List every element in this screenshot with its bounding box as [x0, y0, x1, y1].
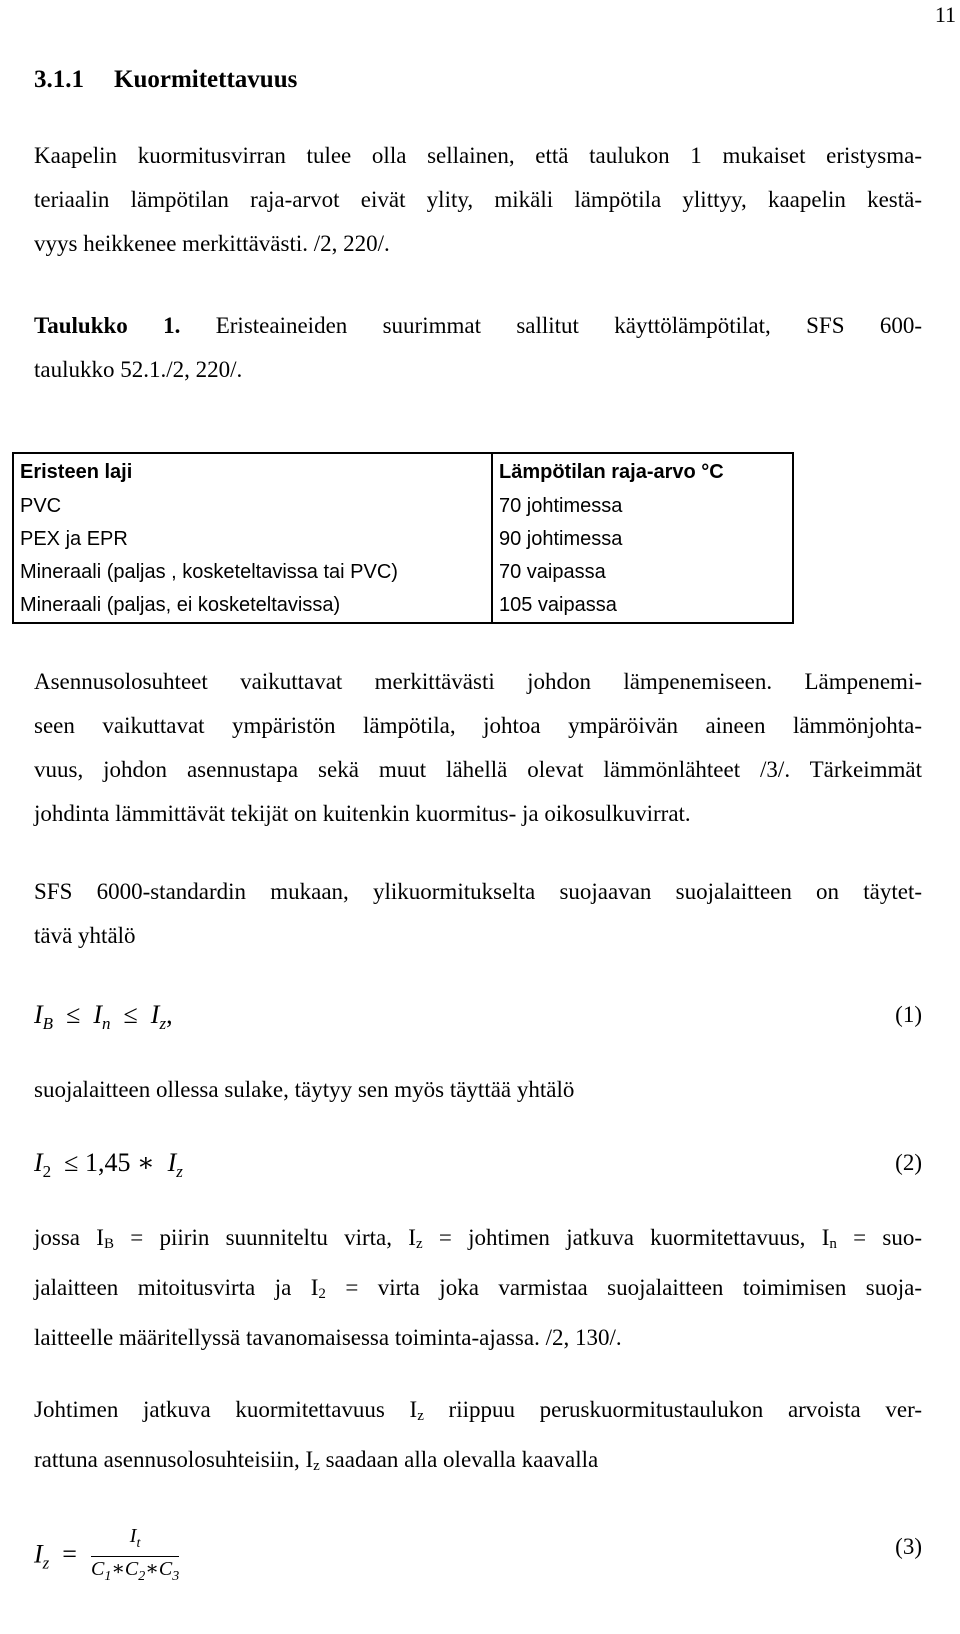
- section-title: Kuormitettavuus: [114, 66, 298, 93]
- equation-2: [34, 1148, 922, 1188]
- table-cell: Mineraali (paljas , kosketeltavissa tai PVC): [13, 556, 492, 589]
- equation-2-formula: $I_2 \le 1,45$ ∗ $I_z$: [34, 1148, 183, 1182]
- table-header-cell: Eristeen laji: [13, 453, 492, 490]
- capacity-paragraph: [34, 1388, 922, 1488]
- equation-3: [34, 1512, 922, 1582]
- paragraph-line: Kaapelin kuormitusvirran tulee olla sellainen, että taulukon 1 mukaiset eristysma-: [34, 143, 922, 168]
- paragraph-line: Asennusolosuhteet vaikuttavat merkittävästi johdon lämpenemiseen. Lämpenemi-: [34, 669, 922, 694]
- paragraph-line: vuus, johdon asennustapa sekä muut lähellä olevat lämmönlähteet /3/. Tärkeimmät: [34, 757, 922, 782]
- definitions-paragraph: [34, 1216, 922, 1360]
- paragraph-line: teriaalin lämpötilan raja-arvot eivät ylity, mikäli lämpötila ylittyy, kaapelin kestä-: [34, 187, 922, 212]
- equation-2-number: (2): [895, 1150, 922, 1175]
- paragraph-line: jalaitteen mitoitusvirta ja I2 = virta joka varmistaa suojalaitteen toimimisen suoja-: [34, 1275, 922, 1302]
- equation-3-fraction: $\frac{I_t}{C_1∗C_2∗C_3}$: [90, 1525, 180, 1584]
- paragraph-line: laitteelle määritellyssä tavanomaisessa toiminta-ajassa. /2, 130/.: [34, 1325, 622, 1350]
- fuse-paragraph: [34, 1068, 922, 1112]
- equation-1: [34, 1000, 922, 1040]
- table-cell: 105 vaipassa: [499, 594, 617, 616]
- table-cell: PEX ja EPR: [13, 523, 492, 556]
- table-header-row: [13, 453, 793, 490]
- equation-3-formula: $I_z$ = $\frac{I_t}{C_1∗C_2∗C_3}$: [34, 1524, 179, 1589]
- section-number: 3.1.1: [34, 66, 84, 93]
- equation-2-factor: 1,45: [84, 1148, 131, 1177]
- table-cell: Mineraali (paljas, ei kosketeltavissa): [13, 589, 492, 623]
- table-header-cell: Lämpötilan raja-arvo °C: [499, 460, 724, 483]
- installation-paragraph: [34, 660, 922, 836]
- caption-text: Eristeaineiden suurimmat sallitut käyttölämpötilat, SFS 600-: [215, 313, 922, 338]
- equation-3-number: (3): [895, 1534, 922, 1559]
- paragraph-line: suojalaitteen ollessa sulake, täytyy sen myös täyttää yhtälö: [34, 1077, 575, 1102]
- table-row: [13, 523, 793, 556]
- paragraph-line: jossa IB = piirin suunniteltu virta, Iz = johtimen jatkuva kuormitettavuus, In = suo-: [34, 1225, 923, 1252]
- insulation-temperature-table: [12, 452, 794, 624]
- equation-1-number: (1): [895, 1002, 922, 1027]
- paragraph-line: seen vaikuttavat ympäristön lämpötila, johtoa ympäröivän aineen lämmönjohta-: [34, 713, 922, 738]
- caption-label: Taulukko 1.: [34, 313, 181, 338]
- caption-text-line2: taulukko 52.1./2, 220/.: [34, 357, 243, 382]
- intro-paragraph: [34, 134, 922, 266]
- table-row: [13, 589, 793, 623]
- paragraph-line: SFS 6000-standardin mukaan, ylikuormitukselta suojaavan suojalaitteen on täytet-: [34, 879, 922, 904]
- standard-paragraph: [34, 870, 922, 958]
- paragraph-line: Johtimen jatkuva kuormitettavuus Iz riippuu peruskuormitustaulukon arvoista ver-: [34, 1397, 922, 1424]
- table-caption: [34, 304, 922, 392]
- table-cell: 90 johtimessa: [499, 528, 623, 550]
- table-row: [13, 490, 793, 523]
- page-number: 11: [934, 2, 956, 27]
- paragraph-line: vyys heikkenee merkittävästi. /2, 220/.: [34, 231, 390, 256]
- table-cell: PVC: [13, 490, 492, 523]
- section-heading: [34, 66, 297, 94]
- paragraph-line: rattuna asennusolosuhteisiin, Iz saadaan alla olevalla kaavalla: [34, 1447, 599, 1474]
- paragraph-line: tävä yhtälö: [34, 923, 136, 948]
- equation-1-formula: $I_B \le I_n \le I_z$,: [34, 1000, 173, 1034]
- table-cell: 70 johtimessa: [499, 495, 623, 517]
- paragraph-line: johdinta lämmittävät tekijät on kuitenkin kuormitus- ja oikosulkuvirrat.: [34, 801, 691, 826]
- table-row: [13, 556, 793, 589]
- table-cell: 70 vaipassa: [499, 561, 606, 583]
